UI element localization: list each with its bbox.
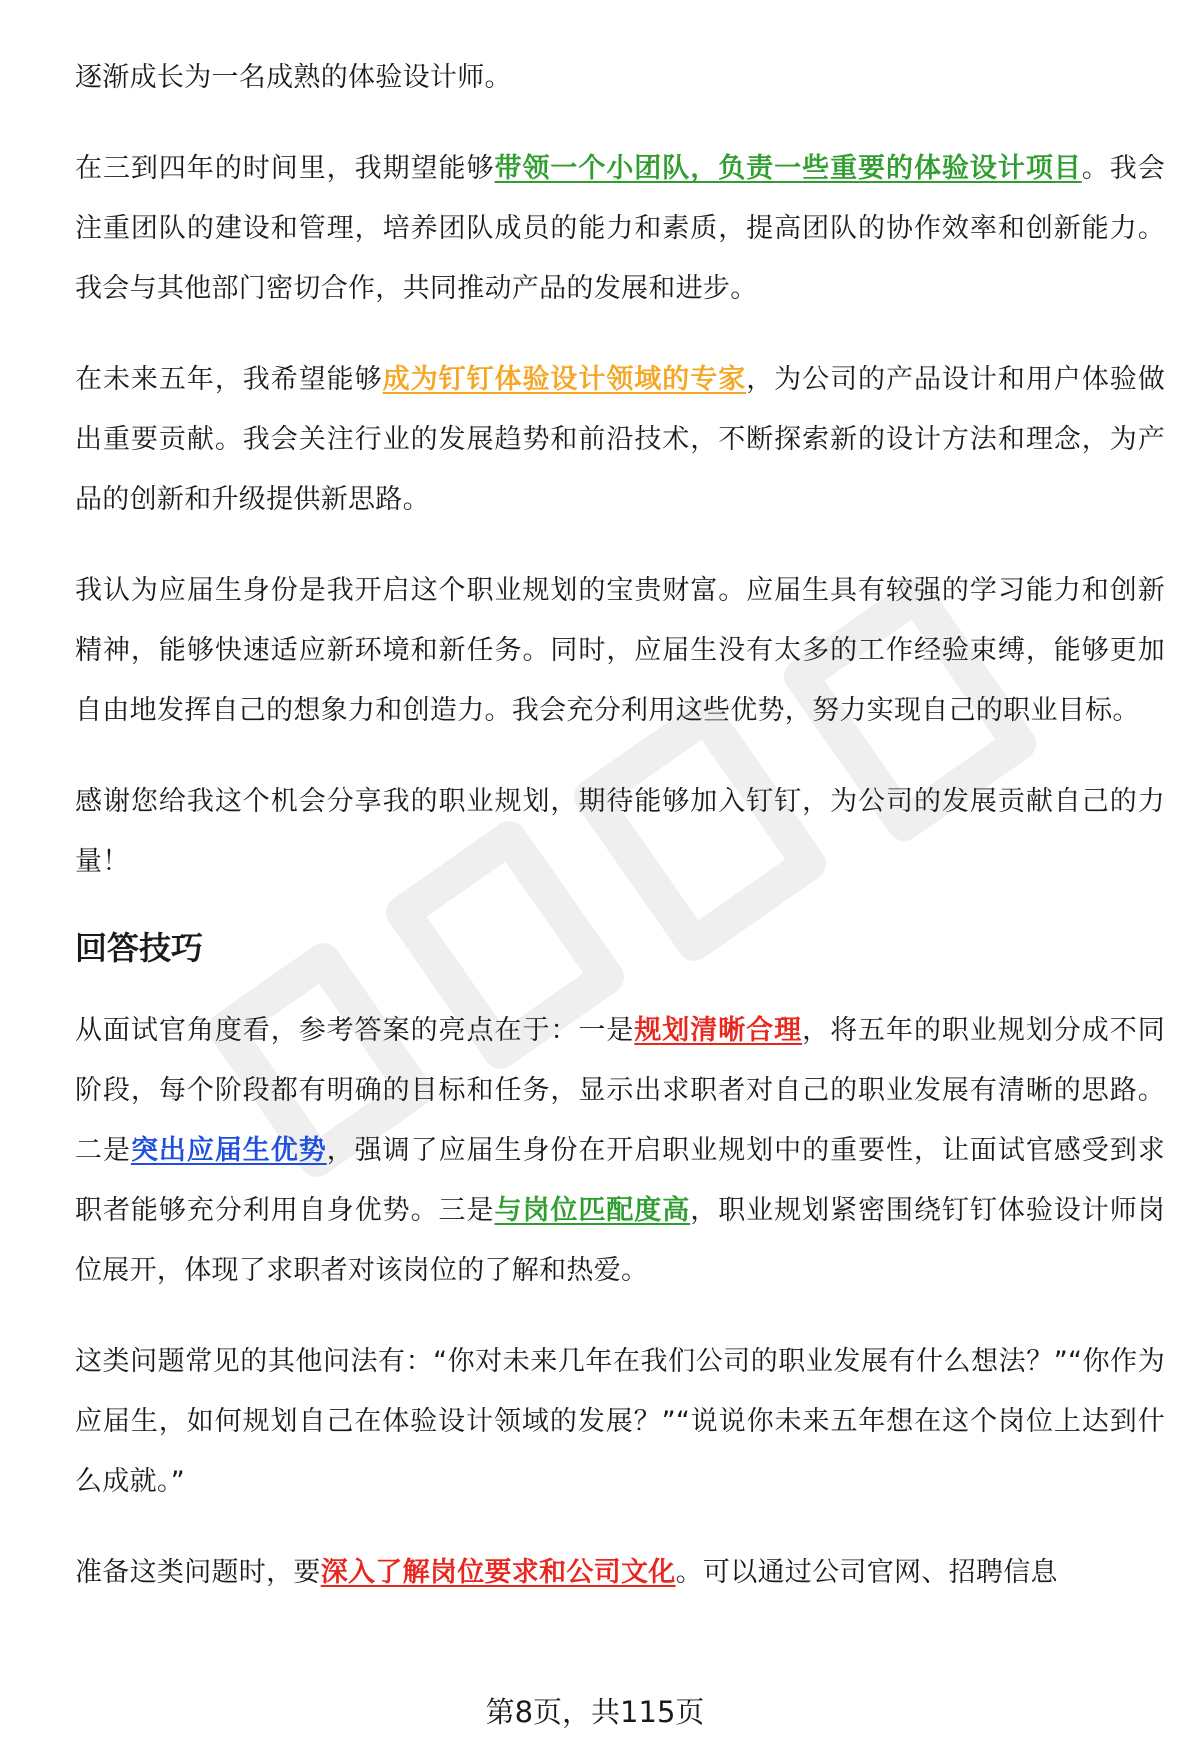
page-footer: 第8页，共115页 [485,1695,705,1729]
paragraph-text: 。可以通过公司官网、招聘信息 [675,1557,1058,1588]
highlighted-phrase: 带领一个小团队，负责一些重要的体验设计项目 [494,153,1082,184]
highlighted-phrase: 深入了解岗位要求和公司文化 [320,1557,676,1588]
body-paragraph [75,561,1165,741]
paragraph-text: 逐渐成长为一名成熟的体验设计师。 [75,62,512,93]
document-body [75,48,1165,1634]
tips-paragraph [75,1332,1165,1512]
paragraph-text: 。我会注重团队的建设和管理，培养团队成员的能力和素质，提高团队的协作效率和创新能力。我会与其他部门密切合作，共同推动产品的发展和进步。 [75,153,1165,304]
paragraph-text: 这类问题常见的其他问法有：“你对未来几年在我们公司的职业发展有什么想法？”“你作为应届生，如何规划自己在体验设计领域的发展？”“说说你未来五年想在这个岗位上达到什么成就。” [75,1346,1165,1497]
body-paragraph [75,48,1165,108]
paragraph-text: 准备这类问题时，要 [75,1557,321,1588]
paragraph-text: 感谢您给我这个机会分享我的职业规划，期待能够加入钉钉，为公司的发展贡献自己的力量！ [75,786,1165,877]
body-paragraph [75,772,1165,892]
paragraph-text: 我认为应届生身份是我开启这个职业规划的宝贵财富。应届生具有较强的学习能力和创新精神，能够快速适应新环境和新任务。同时，应届生没有太多的工作经验束缚，能够更加自由地发挥自己的想象力和创造力。我会充分利用这些优势，努力实现自己的职业目标。 [75,575,1165,726]
tips-paragraph [75,1001,1165,1301]
paragraph-text: 从面试官角度看，参考答案的亮点在于：一是 [75,1015,635,1046]
section-heading: 回答技巧 [75,929,204,967]
paragraph-text: ，将五年的职业规划分成不同阶段，每个阶段都有明确的目标和任务，显示出求职者对自己的职业发展有清晰的思路。二是 [75,1015,1165,1166]
paragraph-text: ，强调了应届生身份在开启职业规划中的重要性，让面试官感受到求职者能够充分利用自身优势。三是 [75,1135,1165,1226]
highlighted-phrase: 突出应届生优势 [130,1135,327,1166]
body-paragraph [75,350,1165,530]
paragraph-text: 在未来五年，我希望能够 [75,364,383,395]
paragraph-text: ，职业规划紧密围绕钉钉体验设计师岗位展开，体现了求职者对该岗位的了解和热爱。 [75,1195,1165,1286]
paragraph-text: 在三到四年的时间里，我期望能够 [75,153,495,184]
tips-paragraph-list [75,1001,1165,1603]
paragraph-text: ，为公司的产品设计和用户体验做出重要贡献。我会关注行业的发展趋势和前沿技术，不断探索新的设计方法和理念，为产品的创新和升级提供新思路。 [75,364,1166,515]
highlighted-phrase: 成为钉钉体验设计领域的专家 [382,364,747,395]
tips-paragraph [75,1543,1165,1603]
highlighted-phrase: 规划清晰合理 [634,1015,803,1046]
body-paragraph [75,139,1165,319]
highlighted-phrase: 与岗位匹配度高 [494,1195,691,1226]
paragraph-list [75,48,1165,892]
